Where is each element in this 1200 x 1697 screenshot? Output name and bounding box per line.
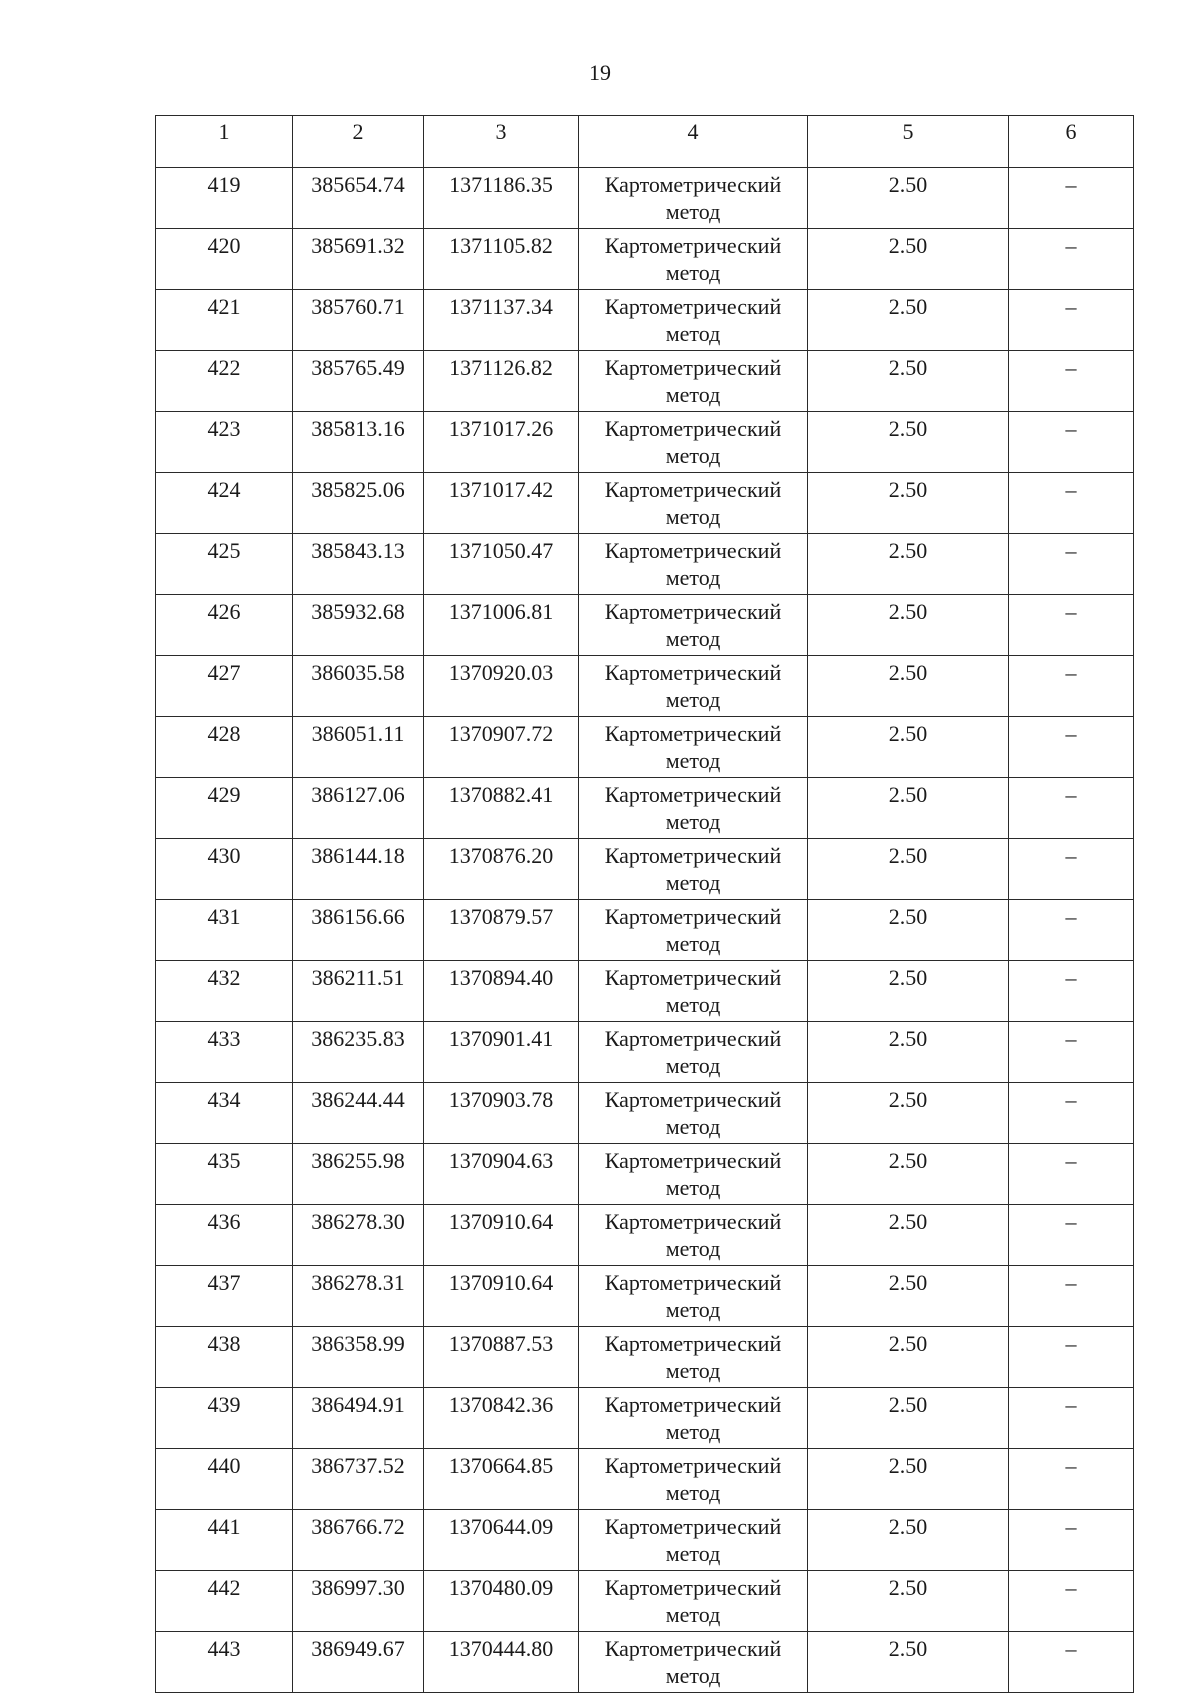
method-line-2: метод	[665, 382, 721, 407]
method-line-1: Картометрический	[604, 294, 782, 319]
note-dash: –	[1009, 534, 1134, 595]
coord-y: 1370910.64	[424, 1266, 579, 1327]
header-col-1: 1	[156, 116, 293, 168]
method-line-2: метод	[665, 1297, 721, 1322]
table-row	[156, 412, 1134, 473]
table-row	[156, 656, 1134, 717]
table-row	[156, 1571, 1134, 1632]
table-row	[156, 1449, 1134, 1510]
method-line-2: метод	[665, 992, 721, 1017]
note-dash: –	[1009, 1266, 1134, 1327]
method-line-2: метод	[665, 1236, 721, 1261]
coord-x: 386211.51	[293, 961, 424, 1022]
coord-y: 1370904.63	[424, 1144, 579, 1205]
note-dash: –	[1009, 229, 1134, 290]
header-col-2: 2	[293, 116, 424, 168]
table-row	[156, 1327, 1134, 1388]
accuracy-value: 2.50	[808, 1510, 1009, 1571]
point-number: 423	[156, 412, 293, 473]
accuracy-value: 2.50	[808, 961, 1009, 1022]
method-cell	[579, 900, 808, 961]
method-cell	[579, 961, 808, 1022]
accuracy-value: 2.50	[808, 1327, 1009, 1388]
coord-y: 1370644.09	[424, 1510, 579, 1571]
coord-y: 1371017.42	[424, 473, 579, 534]
method-line-2: метод	[665, 260, 721, 285]
method-line-2: метод	[665, 1663, 721, 1688]
coord-x: 386156.66	[293, 900, 424, 961]
coordinates-table	[155, 115, 1134, 1693]
point-number: 439	[156, 1388, 293, 1449]
method-line-2: метод	[665, 626, 721, 651]
coord-x: 386737.52	[293, 1449, 424, 1510]
method-cell	[579, 1083, 808, 1144]
point-number: 435	[156, 1144, 293, 1205]
method-cell	[579, 168, 808, 229]
point-number: 436	[156, 1205, 293, 1266]
note-dash: –	[1009, 1510, 1134, 1571]
point-number: 429	[156, 778, 293, 839]
method-cell	[579, 778, 808, 839]
method-line-1: Картометрический	[604, 782, 782, 807]
coord-x: 386494.91	[293, 1388, 424, 1449]
point-number: 424	[156, 473, 293, 534]
coord-y: 1370910.64	[424, 1205, 579, 1266]
accuracy-value: 2.50	[808, 1449, 1009, 1510]
coord-x: 386949.67	[293, 1632, 424, 1693]
point-number: 431	[156, 900, 293, 961]
method-cell	[579, 1632, 808, 1693]
table-row	[156, 778, 1134, 839]
accuracy-value: 2.50	[808, 595, 1009, 656]
point-number: 438	[156, 1327, 293, 1388]
note-dash: –	[1009, 473, 1134, 534]
coord-y: 1370664.85	[424, 1449, 579, 1510]
method-line-1: Картометрический	[604, 477, 782, 502]
note-dash: –	[1009, 168, 1134, 229]
coord-y: 1370920.03	[424, 656, 579, 717]
method-line-2: метод	[665, 1053, 721, 1078]
coord-x: 386244.44	[293, 1083, 424, 1144]
coord-y: 1370842.36	[424, 1388, 579, 1449]
method-line-2: метод	[665, 1358, 721, 1383]
method-cell	[579, 412, 808, 473]
method-cell	[579, 290, 808, 351]
note-dash: –	[1009, 290, 1134, 351]
accuracy-value: 2.50	[808, 1144, 1009, 1205]
method-line-1: Картометрический	[604, 1270, 782, 1295]
coord-x: 386255.98	[293, 1144, 424, 1205]
point-number: 426	[156, 595, 293, 656]
coord-x: 385813.16	[293, 412, 424, 473]
header-col-5: 5	[808, 116, 1009, 168]
method-line-1: Картометрический	[604, 1026, 782, 1051]
accuracy-value: 2.50	[808, 1632, 1009, 1693]
table-body	[156, 168, 1134, 1693]
header-col-3: 3	[424, 116, 579, 168]
method-line-2: метод	[665, 1480, 721, 1505]
accuracy-value: 2.50	[808, 351, 1009, 412]
table-row	[156, 595, 1134, 656]
method-line-1: Картометрический	[604, 599, 782, 624]
method-line-1: Картометрический	[604, 721, 782, 746]
method-line-1: Картометрический	[604, 965, 782, 990]
method-line-2: метод	[665, 1541, 721, 1566]
accuracy-value: 2.50	[808, 900, 1009, 961]
method-cell	[579, 229, 808, 290]
method-cell	[579, 1388, 808, 1449]
method-line-2: метод	[665, 870, 721, 895]
method-line-1: Картометрический	[604, 660, 782, 685]
method-line-1: Картометрический	[604, 1453, 782, 1478]
method-line-1: Картометрический	[604, 1148, 782, 1173]
coord-x: 386766.72	[293, 1510, 424, 1571]
method-cell	[579, 351, 808, 412]
point-number: 433	[156, 1022, 293, 1083]
method-line-2: метод	[665, 931, 721, 956]
point-number: 420	[156, 229, 293, 290]
header-col-6: 6	[1009, 116, 1134, 168]
method-cell	[579, 534, 808, 595]
point-number: 432	[156, 961, 293, 1022]
note-dash: –	[1009, 839, 1134, 900]
table-row	[156, 351, 1134, 412]
accuracy-value: 2.50	[808, 290, 1009, 351]
method-line-1: Картометрический	[604, 904, 782, 929]
note-dash: –	[1009, 1388, 1134, 1449]
note-dash: –	[1009, 1144, 1134, 1205]
accuracy-value: 2.50	[808, 1205, 1009, 1266]
table-row	[156, 1083, 1134, 1144]
method-cell	[579, 1327, 808, 1388]
note-dash: –	[1009, 1083, 1134, 1144]
table-row	[156, 290, 1134, 351]
coord-x: 385843.13	[293, 534, 424, 595]
accuracy-value: 2.50	[808, 1022, 1009, 1083]
method-line-2: метод	[665, 321, 721, 346]
accuracy-value: 2.50	[808, 1571, 1009, 1632]
accuracy-value: 2.50	[808, 778, 1009, 839]
method-line-1: Картометрический	[604, 1636, 782, 1661]
table-row	[156, 1205, 1134, 1266]
coord-x: 386144.18	[293, 839, 424, 900]
method-cell	[579, 839, 808, 900]
coord-x: 385654.74	[293, 168, 424, 229]
method-line-1: Картометрический	[604, 1087, 782, 1112]
method-line-1: Картометрический	[604, 1514, 782, 1539]
table-row	[156, 534, 1134, 595]
coord-y: 1370480.09	[424, 1571, 579, 1632]
method-line-2: метод	[665, 1419, 721, 1444]
coord-x: 386051.11	[293, 717, 424, 778]
method-cell	[579, 1205, 808, 1266]
coord-y: 1371186.35	[424, 168, 579, 229]
point-number: 440	[156, 1449, 293, 1510]
note-dash: –	[1009, 900, 1134, 961]
accuracy-value: 2.50	[808, 473, 1009, 534]
point-number: 443	[156, 1632, 293, 1693]
coord-x: 385825.06	[293, 473, 424, 534]
method-cell	[579, 1144, 808, 1205]
coord-x: 385760.71	[293, 290, 424, 351]
table-row	[156, 473, 1134, 534]
method-line-2: метод	[665, 1114, 721, 1139]
point-number: 419	[156, 168, 293, 229]
method-line-1: Картометрический	[604, 172, 782, 197]
coord-x: 385765.49	[293, 351, 424, 412]
method-cell	[579, 1510, 808, 1571]
accuracy-value: 2.50	[808, 412, 1009, 473]
note-dash: –	[1009, 595, 1134, 656]
point-number: 434	[156, 1083, 293, 1144]
point-number: 422	[156, 351, 293, 412]
coord-x: 386278.31	[293, 1266, 424, 1327]
coord-y: 1370907.72	[424, 717, 579, 778]
coord-y: 1370887.53	[424, 1327, 579, 1388]
accuracy-value: 2.50	[808, 168, 1009, 229]
coord-y: 1370879.57	[424, 900, 579, 961]
point-number: 428	[156, 717, 293, 778]
note-dash: –	[1009, 1022, 1134, 1083]
method-cell	[579, 473, 808, 534]
coord-x: 386278.30	[293, 1205, 424, 1266]
note-dash: –	[1009, 961, 1134, 1022]
method-line-2: метод	[665, 199, 721, 224]
table-row	[156, 168, 1134, 229]
method-cell	[579, 1022, 808, 1083]
point-number: 441	[156, 1510, 293, 1571]
coord-x: 385691.32	[293, 229, 424, 290]
coord-x: 386127.06	[293, 778, 424, 839]
coord-y: 1370903.78	[424, 1083, 579, 1144]
header-col-4: 4	[579, 116, 808, 168]
table-row	[156, 717, 1134, 778]
note-dash: –	[1009, 778, 1134, 839]
table-header	[156, 116, 1134, 168]
method-cell	[579, 717, 808, 778]
table-row	[156, 1632, 1134, 1693]
method-line-2: метод	[665, 1175, 721, 1200]
point-number: 430	[156, 839, 293, 900]
method-line-1: Картометрический	[604, 233, 782, 258]
method-cell	[579, 1449, 808, 1510]
note-dash: –	[1009, 1632, 1134, 1693]
coord-y: 1371126.82	[424, 351, 579, 412]
note-dash: –	[1009, 1327, 1134, 1388]
accuracy-value: 2.50	[808, 839, 1009, 900]
method-line-1: Картометрический	[604, 1575, 782, 1600]
point-number: 425	[156, 534, 293, 595]
coord-y: 1370901.41	[424, 1022, 579, 1083]
note-dash: –	[1009, 1449, 1134, 1510]
coord-y: 1370444.80	[424, 1632, 579, 1693]
method-line-2: метод	[665, 1602, 721, 1627]
note-dash: –	[1009, 1571, 1134, 1632]
accuracy-value: 2.50	[808, 1083, 1009, 1144]
method-line-1: Картометрический	[604, 1209, 782, 1234]
point-number: 421	[156, 290, 293, 351]
coord-x: 386235.83	[293, 1022, 424, 1083]
header-row	[156, 116, 1134, 168]
method-cell	[579, 1266, 808, 1327]
method-line-2: метод	[665, 748, 721, 773]
method-line-2: метод	[665, 687, 721, 712]
coord-y: 1371006.81	[424, 595, 579, 656]
method-line-1: Картометрический	[604, 1331, 782, 1356]
method-line-1: Картометрический	[604, 355, 782, 380]
note-dash: –	[1009, 1205, 1134, 1266]
table-row	[156, 1510, 1134, 1571]
method-cell	[579, 1571, 808, 1632]
point-number: 427	[156, 656, 293, 717]
accuracy-value: 2.50	[808, 656, 1009, 717]
coord-x: 386035.58	[293, 656, 424, 717]
point-number: 442	[156, 1571, 293, 1632]
table-row	[156, 900, 1134, 961]
method-line-2: метод	[665, 565, 721, 590]
coord-y: 1370876.20	[424, 839, 579, 900]
table-row	[156, 1388, 1134, 1449]
method-line-2: метод	[665, 504, 721, 529]
coord-x: 385932.68	[293, 595, 424, 656]
table-row	[156, 961, 1134, 1022]
method-cell	[579, 595, 808, 656]
coord-x: 386358.99	[293, 1327, 424, 1388]
table-row	[156, 839, 1134, 900]
coord-y: 1371105.82	[424, 229, 579, 290]
method-line-1: Картометрический	[604, 1392, 782, 1417]
coord-x: 386997.30	[293, 1571, 424, 1632]
coord-y: 1371050.47	[424, 534, 579, 595]
accuracy-value: 2.50	[808, 717, 1009, 778]
accuracy-value: 2.50	[808, 534, 1009, 595]
table-row	[156, 229, 1134, 290]
method-line-1: Картометрический	[604, 416, 782, 441]
point-number: 437	[156, 1266, 293, 1327]
coord-y: 1370882.41	[424, 778, 579, 839]
accuracy-value: 2.50	[808, 1388, 1009, 1449]
method-line-1: Картометрический	[604, 538, 782, 563]
method-line-2: метод	[665, 809, 721, 834]
note-dash: –	[1009, 717, 1134, 778]
coord-y: 1370894.40	[424, 961, 579, 1022]
method-line-1: Картометрический	[604, 843, 782, 868]
page-number: 19	[589, 60, 611, 85]
table-row	[156, 1144, 1134, 1205]
note-dash: –	[1009, 412, 1134, 473]
coord-y: 1371137.34	[424, 290, 579, 351]
coord-y: 1371017.26	[424, 412, 579, 473]
method-line-2: метод	[665, 443, 721, 468]
table-row	[156, 1022, 1134, 1083]
note-dash: –	[1009, 656, 1134, 717]
table-row	[156, 1266, 1134, 1327]
method-cell	[579, 656, 808, 717]
note-dash: –	[1009, 351, 1134, 412]
accuracy-value: 2.50	[808, 1266, 1009, 1327]
accuracy-value: 2.50	[808, 229, 1009, 290]
